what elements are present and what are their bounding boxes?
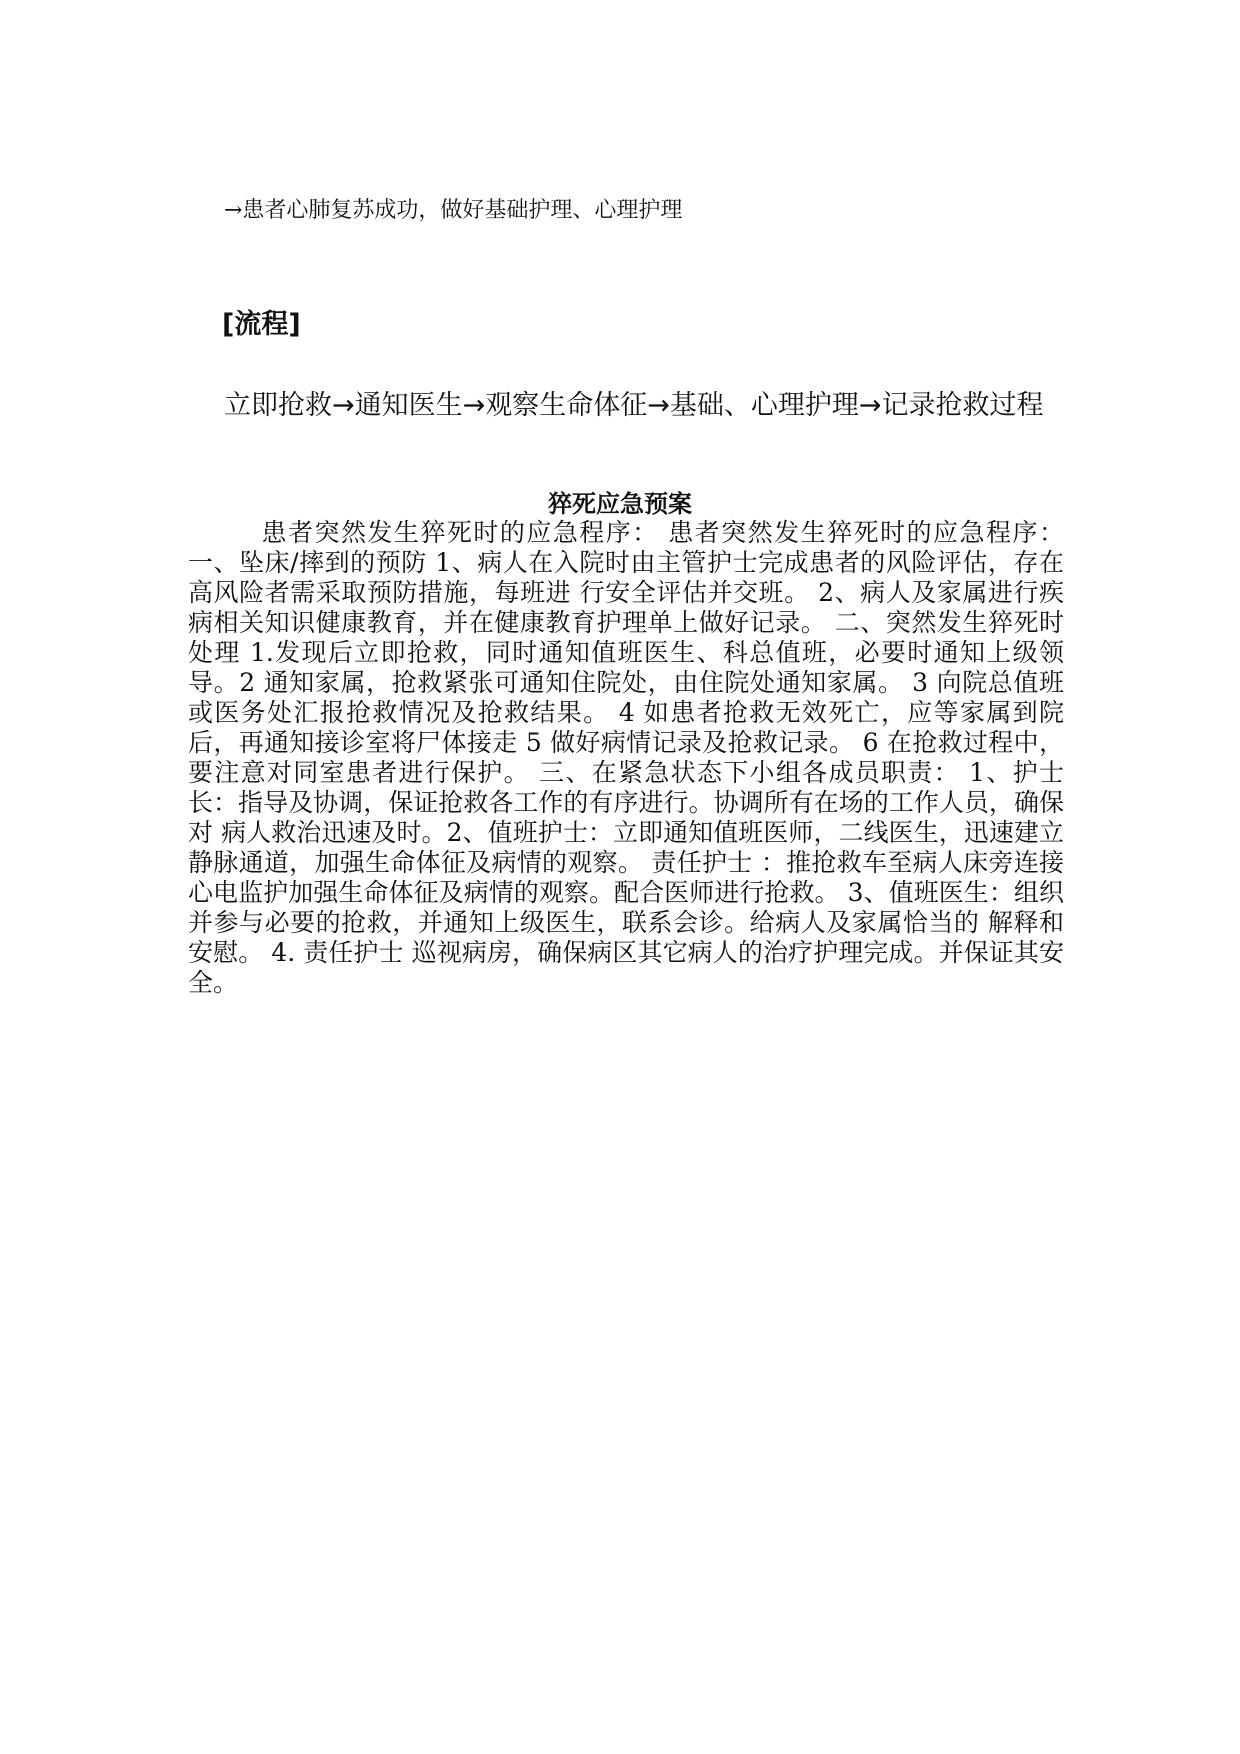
resuscitation-success-line: →患者心肺复苏成功，做好基础护理、心理护理 [224, 198, 683, 223]
body-paragraph-text: 患者突然发生猝死时的应急程序： 患者突然发生猝死时的应急程序： 一、坠床/摔到的预防 1、病人在入院时由主管护士完成患者的风险评估，存在高风险者需采取预防措施，每班进 行安全评估并交班。 2、病人及家属进行疾病相关知识健康教育，并在健康教育护理单上做好记录。 二、突然发生猝死时处理 1.发现后立即抢救，同时通知值班医生、科总值班，必要时通知上级领导。2 通知家属，抢救紧张可通知住院处，由住院处通知家属。 3 向院总值班或医务处汇报抢救情况及抢救结果。 4 如患者抢救无效死亡，应等家属到院后，再通知接诊室将尸体接走 5 做好病情记录及抢救记录。 6 在抢救过程中，要注意对同室患者进行保护。 三、在紧急状态下小组各成员职责： 1、护士长：指导及协调，保证抢救各工作的有序进行。协调所有在场的工作人员，确保对 病人救治迅速及时。2、值班护士：立即通知值班医师，二线医生，迅速建立静脉通道，加强生命体征及病情的观察。 责任护士 ：推抢救车至病人床旁连接心电监护加强生命体征及病情的观察。配合医师进行抢救。 3、值班医生：组织并参与必要的抢救，并通知上级医生，联系会诊。给病人及家属恰当的 解释和安慰。 4. 责任护士 巡视病房，确保病区其它病人的治疗护理完成。并保证其安全。 [188, 518, 1064, 997]
document-title: 猝死应急预案 [548, 490, 692, 518]
process-flow-text: 立即抢救→通知医生→观察生命体征→基础、心理护理→记录抢救过程 [224, 390, 1044, 421]
process-heading: [流程] [222, 309, 301, 340]
body-paragraph [188, 518, 1064, 998]
